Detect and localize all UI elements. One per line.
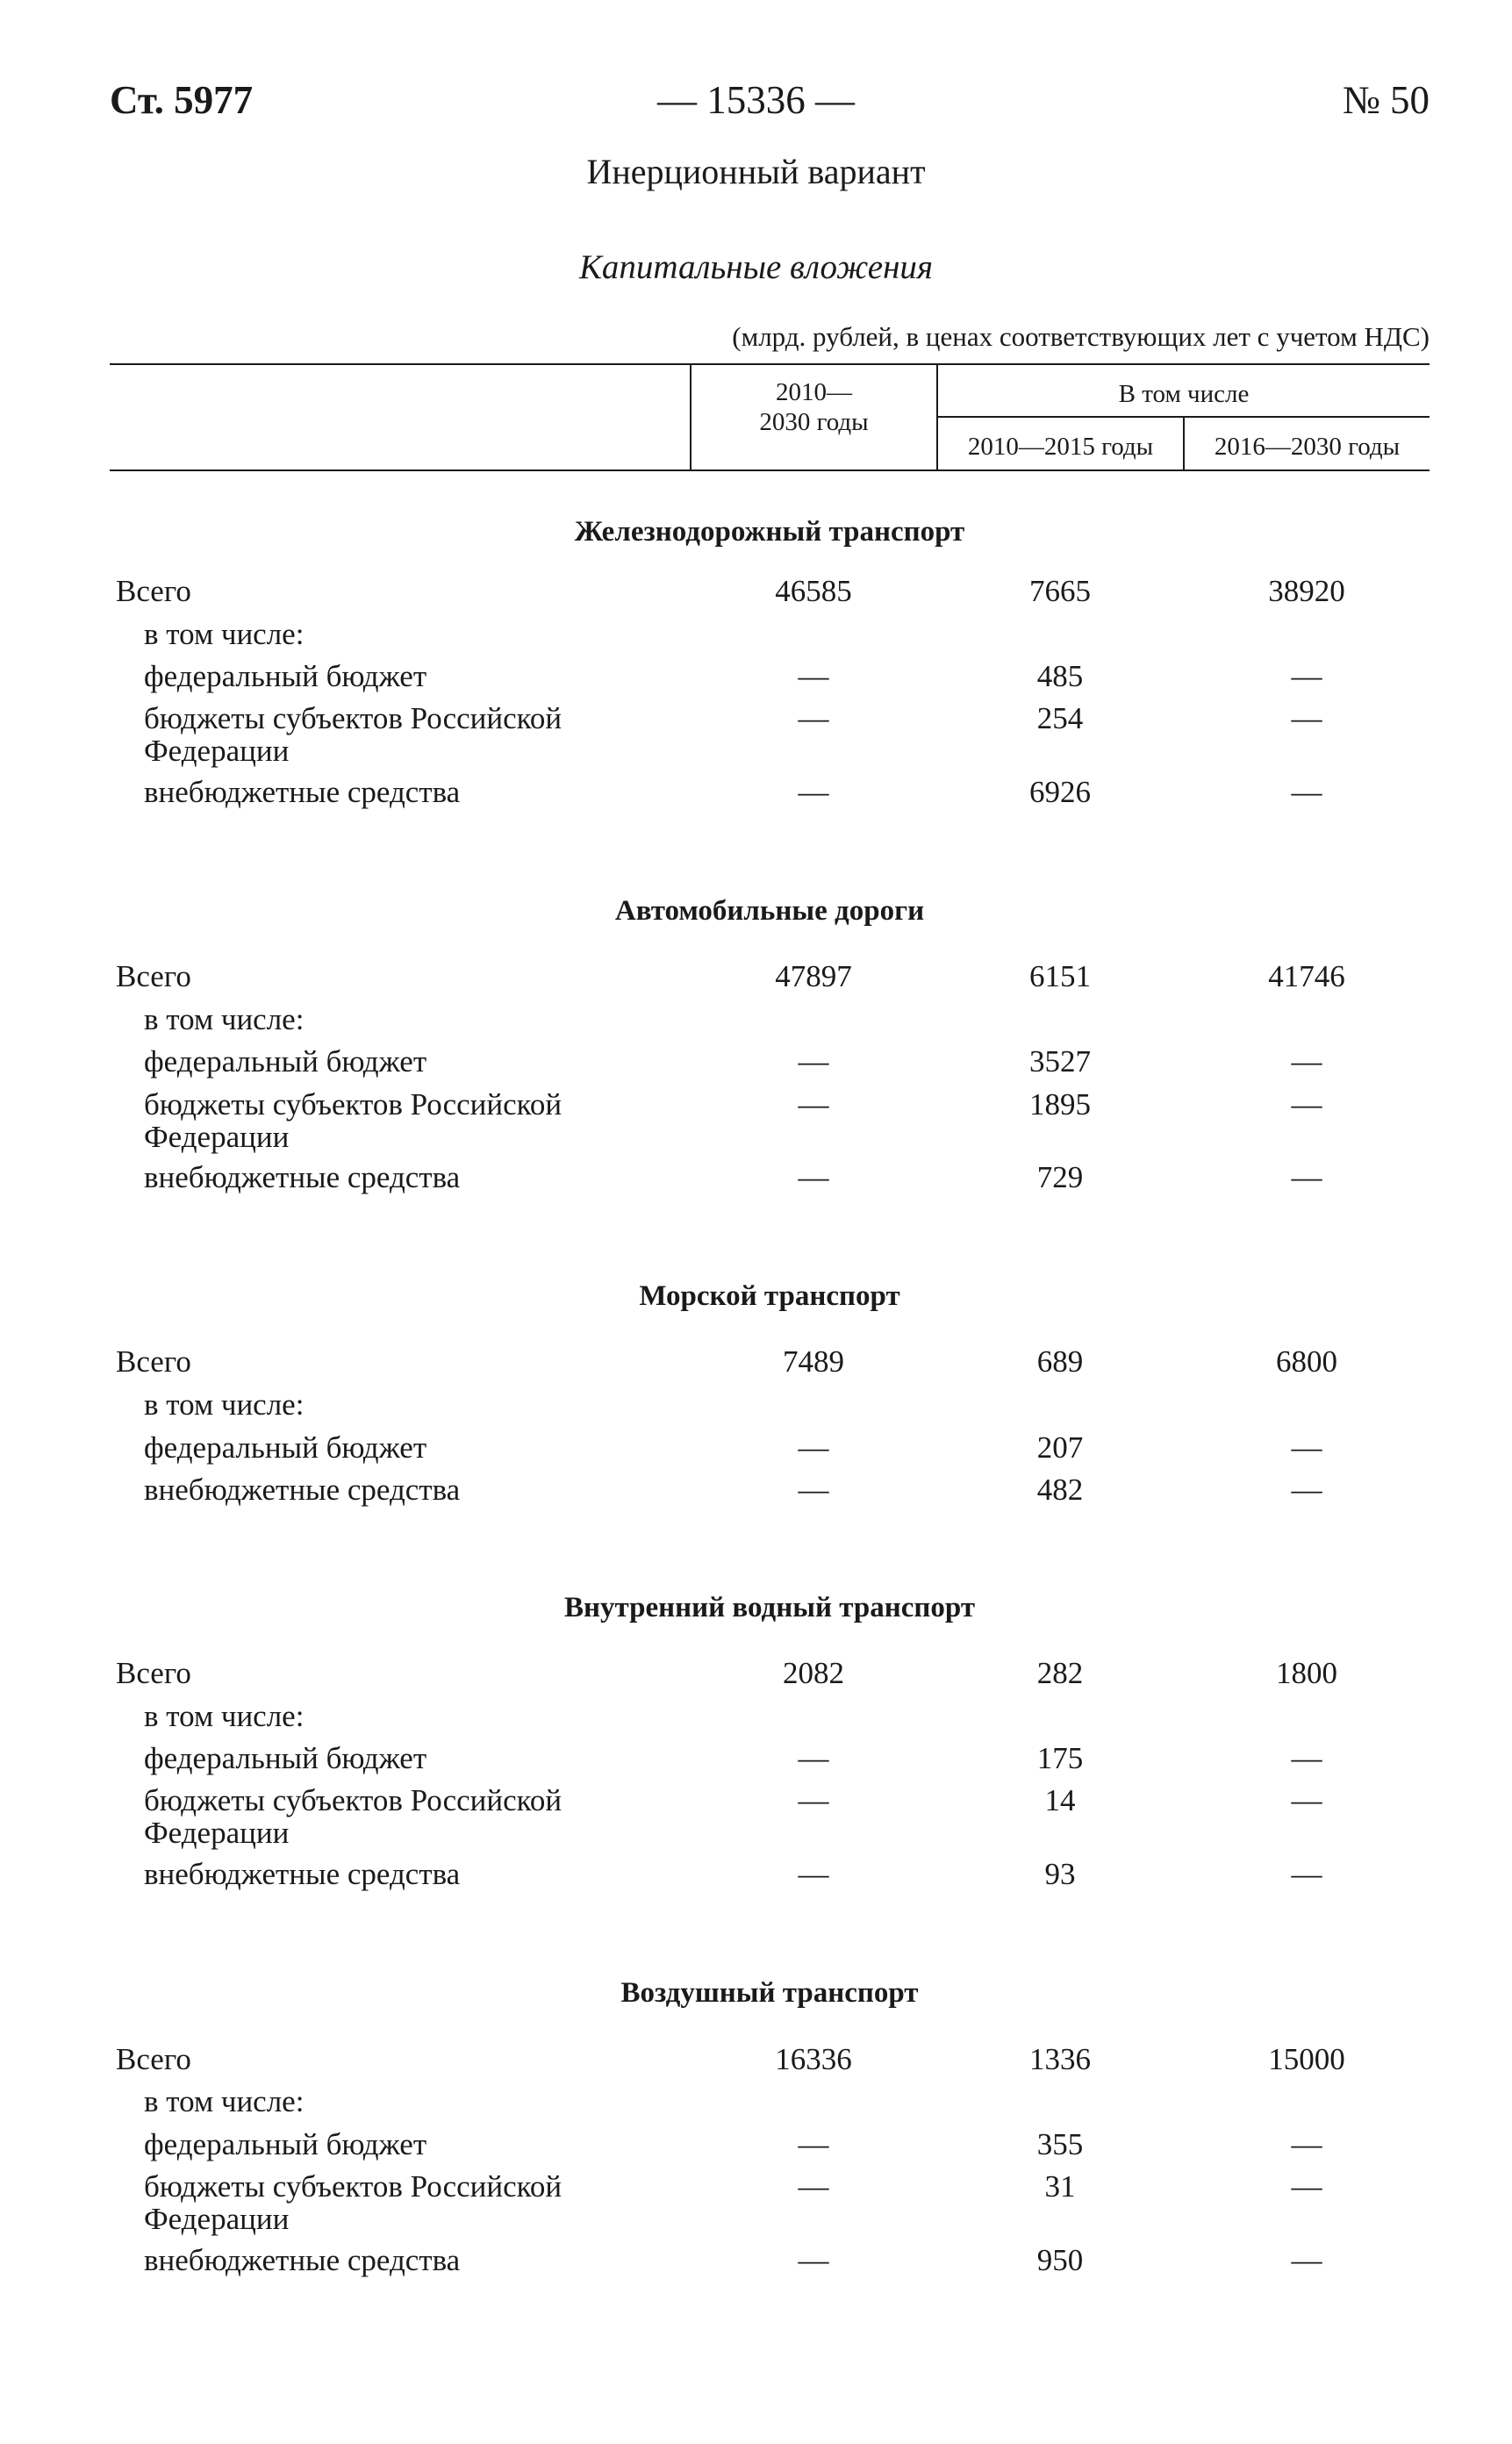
value-cell: — (1291, 2169, 1322, 2204)
value-cell: — (798, 1857, 829, 1891)
document-subtitle: Капитальные вложения (578, 248, 934, 286)
value-cell: — (798, 1160, 829, 1194)
row-label-regional: бюджеты субъектов Российской Федерации (144, 1087, 563, 1154)
section-title: Автомобильные дороги (614, 895, 925, 927)
value-cell: 7489 (783, 1344, 844, 1379)
row-label-federal: федеральный бюджет (144, 2127, 427, 2161)
row-label-including: в том числе: (144, 2084, 305, 2118)
value-cell: — (1291, 2127, 1322, 2161)
table-top-rule (110, 363, 1430, 365)
value-cell: — (798, 659, 829, 693)
value-cell: — (798, 775, 829, 809)
value-cell: 14 (1044, 1783, 1076, 1817)
value-cell: 1336 (1029, 2042, 1091, 2076)
row-label-total: Всего (116, 2042, 191, 2076)
value-cell: — (798, 1087, 829, 1122)
value-cell: 482 (1036, 1473, 1084, 1507)
row-label-extrabudget: внебюджетные средства (144, 775, 461, 809)
value-cell: 689 (1036, 1344, 1084, 1379)
value-cell: — (1291, 2243, 1322, 2277)
value-cell: 15000 (1268, 2042, 1345, 2076)
row-label-federal: федеральный бюджет (144, 1044, 427, 1079)
value-cell: 6151 (1029, 959, 1091, 993)
row-label-extrabudget: внебюджетные средства (144, 1473, 461, 1507)
value-cell: — (798, 1430, 829, 1465)
value-cell: — (798, 2169, 829, 2204)
col-header-total: 2010— 2030 годы (759, 378, 869, 436)
value-cell: 207 (1036, 1430, 1084, 1465)
row-label-extrabudget: внебюджетные средства (144, 1160, 461, 1194)
value-cell: — (798, 1783, 829, 1817)
value-cell: 282 (1036, 1656, 1084, 1690)
value-cell: — (1291, 1783, 1322, 1817)
col-header-2010-2015: 2010—2015 годы (967, 433, 1154, 461)
row-label-regional: бюджеты субъектов Российской Федерации (144, 1783, 563, 1850)
value-cell: — (798, 2127, 829, 2161)
value-cell: 38920 (1268, 574, 1345, 608)
value-cell: 355 (1036, 2127, 1084, 2161)
value-cell: — (798, 2243, 829, 2277)
section-title: Внутренний водный транспорт (563, 1592, 976, 1623)
value-cell: — (1291, 1741, 1322, 1775)
value-cell: 3527 (1029, 1044, 1091, 1079)
article-number: Ст. 5977 (110, 78, 254, 122)
value-cell: 41746 (1268, 959, 1345, 993)
row-label-total: Всего (116, 574, 191, 608)
value-cell: — (1291, 659, 1322, 693)
row-label-total: Всего (116, 959, 191, 993)
row-label-including: в том числе: (144, 1699, 305, 1733)
value-cell: — (1291, 1857, 1322, 1891)
value-cell: 6926 (1029, 775, 1091, 809)
value-cell: 93 (1044, 1857, 1076, 1891)
value-cell: 16336 (775, 2042, 852, 2076)
value-cell: — (1291, 1044, 1322, 1079)
value-cell: 31 (1044, 2169, 1076, 2204)
value-cell: 2082 (783, 1656, 844, 1690)
value-cell: 729 (1036, 1160, 1084, 1194)
row-label-regional: бюджеты субъектов Российской Федерации (144, 701, 563, 768)
value-cell: 1800 (1276, 1656, 1337, 1690)
value-cell: — (798, 1473, 829, 1507)
col-header-2016-2030: 2016—2030 годы (1214, 433, 1401, 461)
value-cell: 7665 (1029, 574, 1091, 608)
value-cell: 46585 (775, 574, 852, 608)
value-cell: — (798, 1044, 829, 1079)
table-header-bottom-rule (110, 469, 1430, 471)
value-cell: 175 (1036, 1741, 1084, 1775)
issue-number: № 50 (1342, 78, 1430, 122)
page-number: — 15336 — (657, 78, 855, 122)
section-title: Морской транспорт (639, 1280, 900, 1312)
row-label-regional: бюджеты субъектов Российской Федерации (144, 2169, 563, 2236)
value-cell: — (1291, 1473, 1322, 1507)
value-cell: — (1291, 1087, 1322, 1122)
value-cell: 254 (1036, 701, 1084, 735)
section-title: Воздушный транспорт (620, 1977, 919, 2009)
value-cell: 950 (1036, 2243, 1084, 2277)
value-cell: 6800 (1276, 1344, 1337, 1379)
row-label-total: Всего (116, 1344, 191, 1379)
value-cell: 47897 (775, 959, 852, 993)
row-label-including: в том числе: (144, 1002, 305, 1036)
row-label-including: в том числе: (144, 617, 305, 651)
value-cell: — (798, 1741, 829, 1775)
row-label-federal: федеральный бюджет (144, 1741, 427, 1775)
row-label-extrabudget: внебюджетные средства (144, 2243, 461, 2277)
row-label-extrabudget: внебюджетные средства (144, 1857, 461, 1891)
section-title: Железнодорожный транспорт (574, 516, 965, 548)
col-header-group: В том числе (1118, 380, 1250, 408)
row-label-federal: федеральный бюджет (144, 1430, 427, 1465)
value-cell: 485 (1036, 659, 1084, 693)
row-label-federal: федеральный бюджет (144, 659, 427, 693)
value-cell: — (1291, 701, 1322, 735)
value-cell: — (1291, 1160, 1322, 1194)
value-cell: — (1291, 1430, 1322, 1465)
row-label-including: в том числе: (144, 1387, 305, 1422)
document-title: Инерционный вариант (586, 152, 926, 191)
value-cell: — (1291, 775, 1322, 809)
value-cell: 1895 (1029, 1087, 1091, 1122)
units-note: (млрд. рублей, в ценах соответствующих лет с учетом НДС) (732, 321, 1430, 352)
row-label-total: Всего (116, 1656, 191, 1690)
value-cell: — (798, 701, 829, 735)
